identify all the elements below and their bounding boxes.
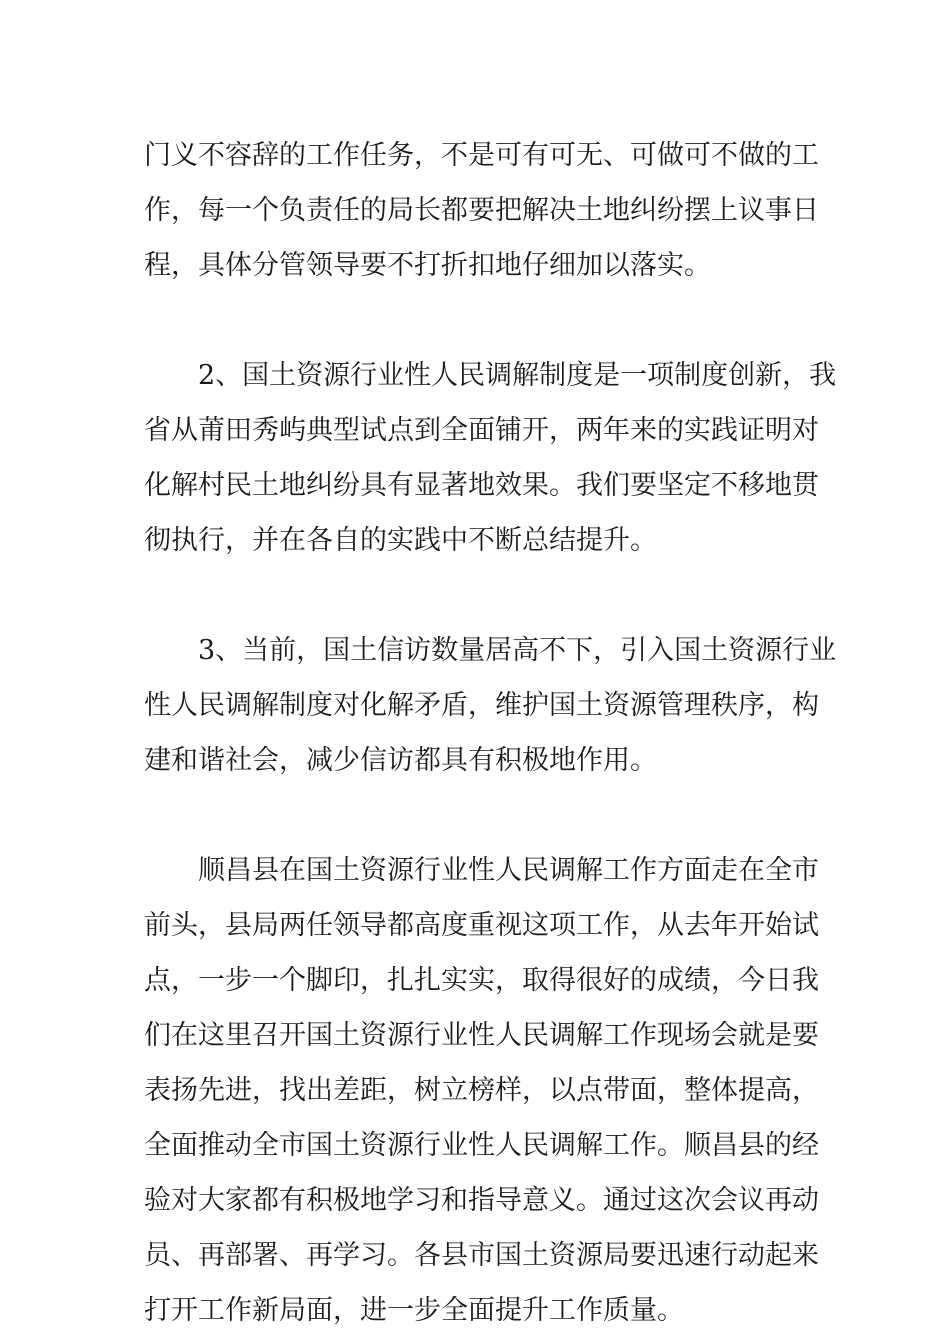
text-line: 验对大家都有积极地学习和指导意义。通过这次会议再动	[144, 1185, 819, 1216]
text-line: 前头，县局两任领导都高度重视这项工作，从去年开始试	[144, 910, 819, 941]
text-line: 彻执行，并在各自的实践中不断总结提升。	[144, 525, 657, 556]
paragraph-spacer	[144, 788, 806, 843]
text-line: 表扬先进，找出差距，树立榜样，以点带面，整体提高，	[144, 1075, 819, 1106]
text-line: 建和谐社会，减少信访都具有积极地作用。	[144, 745, 657, 776]
paragraph-4	[144, 843, 819, 1338]
text-line: 3、当前，国土信访数量居高不下，引入国土资源行业	[198, 635, 837, 666]
paragraph-spacer	[144, 568, 806, 623]
paragraph-spacer	[144, 293, 806, 348]
text-line: 2、国土资源行业性人民调解制度是一项制度创新，我	[198, 360, 837, 391]
text-line: 点，一步一个脚印，扎扎实实，取得很好的成绩，今日我	[144, 965, 819, 996]
paragraph-1	[144, 128, 819, 293]
text-line: 们在这里召开国土资源行业性人民调解工作现场会就是要	[144, 1020, 819, 1051]
text-line: 作，每一个负责任的局长都要把解决土地纠纷摆上议事日	[144, 195, 819, 226]
paragraph-2	[144, 348, 837, 568]
text-line: 顺昌县在国土资源行业性人民调解工作方面走在全市	[198, 855, 819, 886]
text-line: 打开工作新局面，进一步全面提升工作质量。	[144, 1295, 684, 1326]
text-line: 门义不容辞的工作任务，不是可有可无、可做可不做的工	[144, 140, 819, 171]
document-body	[144, 128, 837, 1338]
text-line: 全面推动全市国土资源行业性人民调解工作。顺昌县的经	[144, 1130, 819, 1161]
text-line: 化解村民土地纠纷具有显著地效果。我们要坚定不移地贯	[144, 470, 819, 501]
paragraph-3	[144, 623, 837, 788]
text-line: 程，具体分管领导要不打折扣地仔细加以落实。	[144, 250, 711, 281]
text-line: 性人民调解制度对化解矛盾，维护国土资源管理秩序，构	[144, 690, 819, 721]
text-line: 省从莆田秀屿典型试点到全面铺开，两年来的实践证明对	[144, 415, 819, 446]
text-line: 员、再部署、再学习。各县市国土资源局要迅速行动起来	[144, 1240, 819, 1271]
